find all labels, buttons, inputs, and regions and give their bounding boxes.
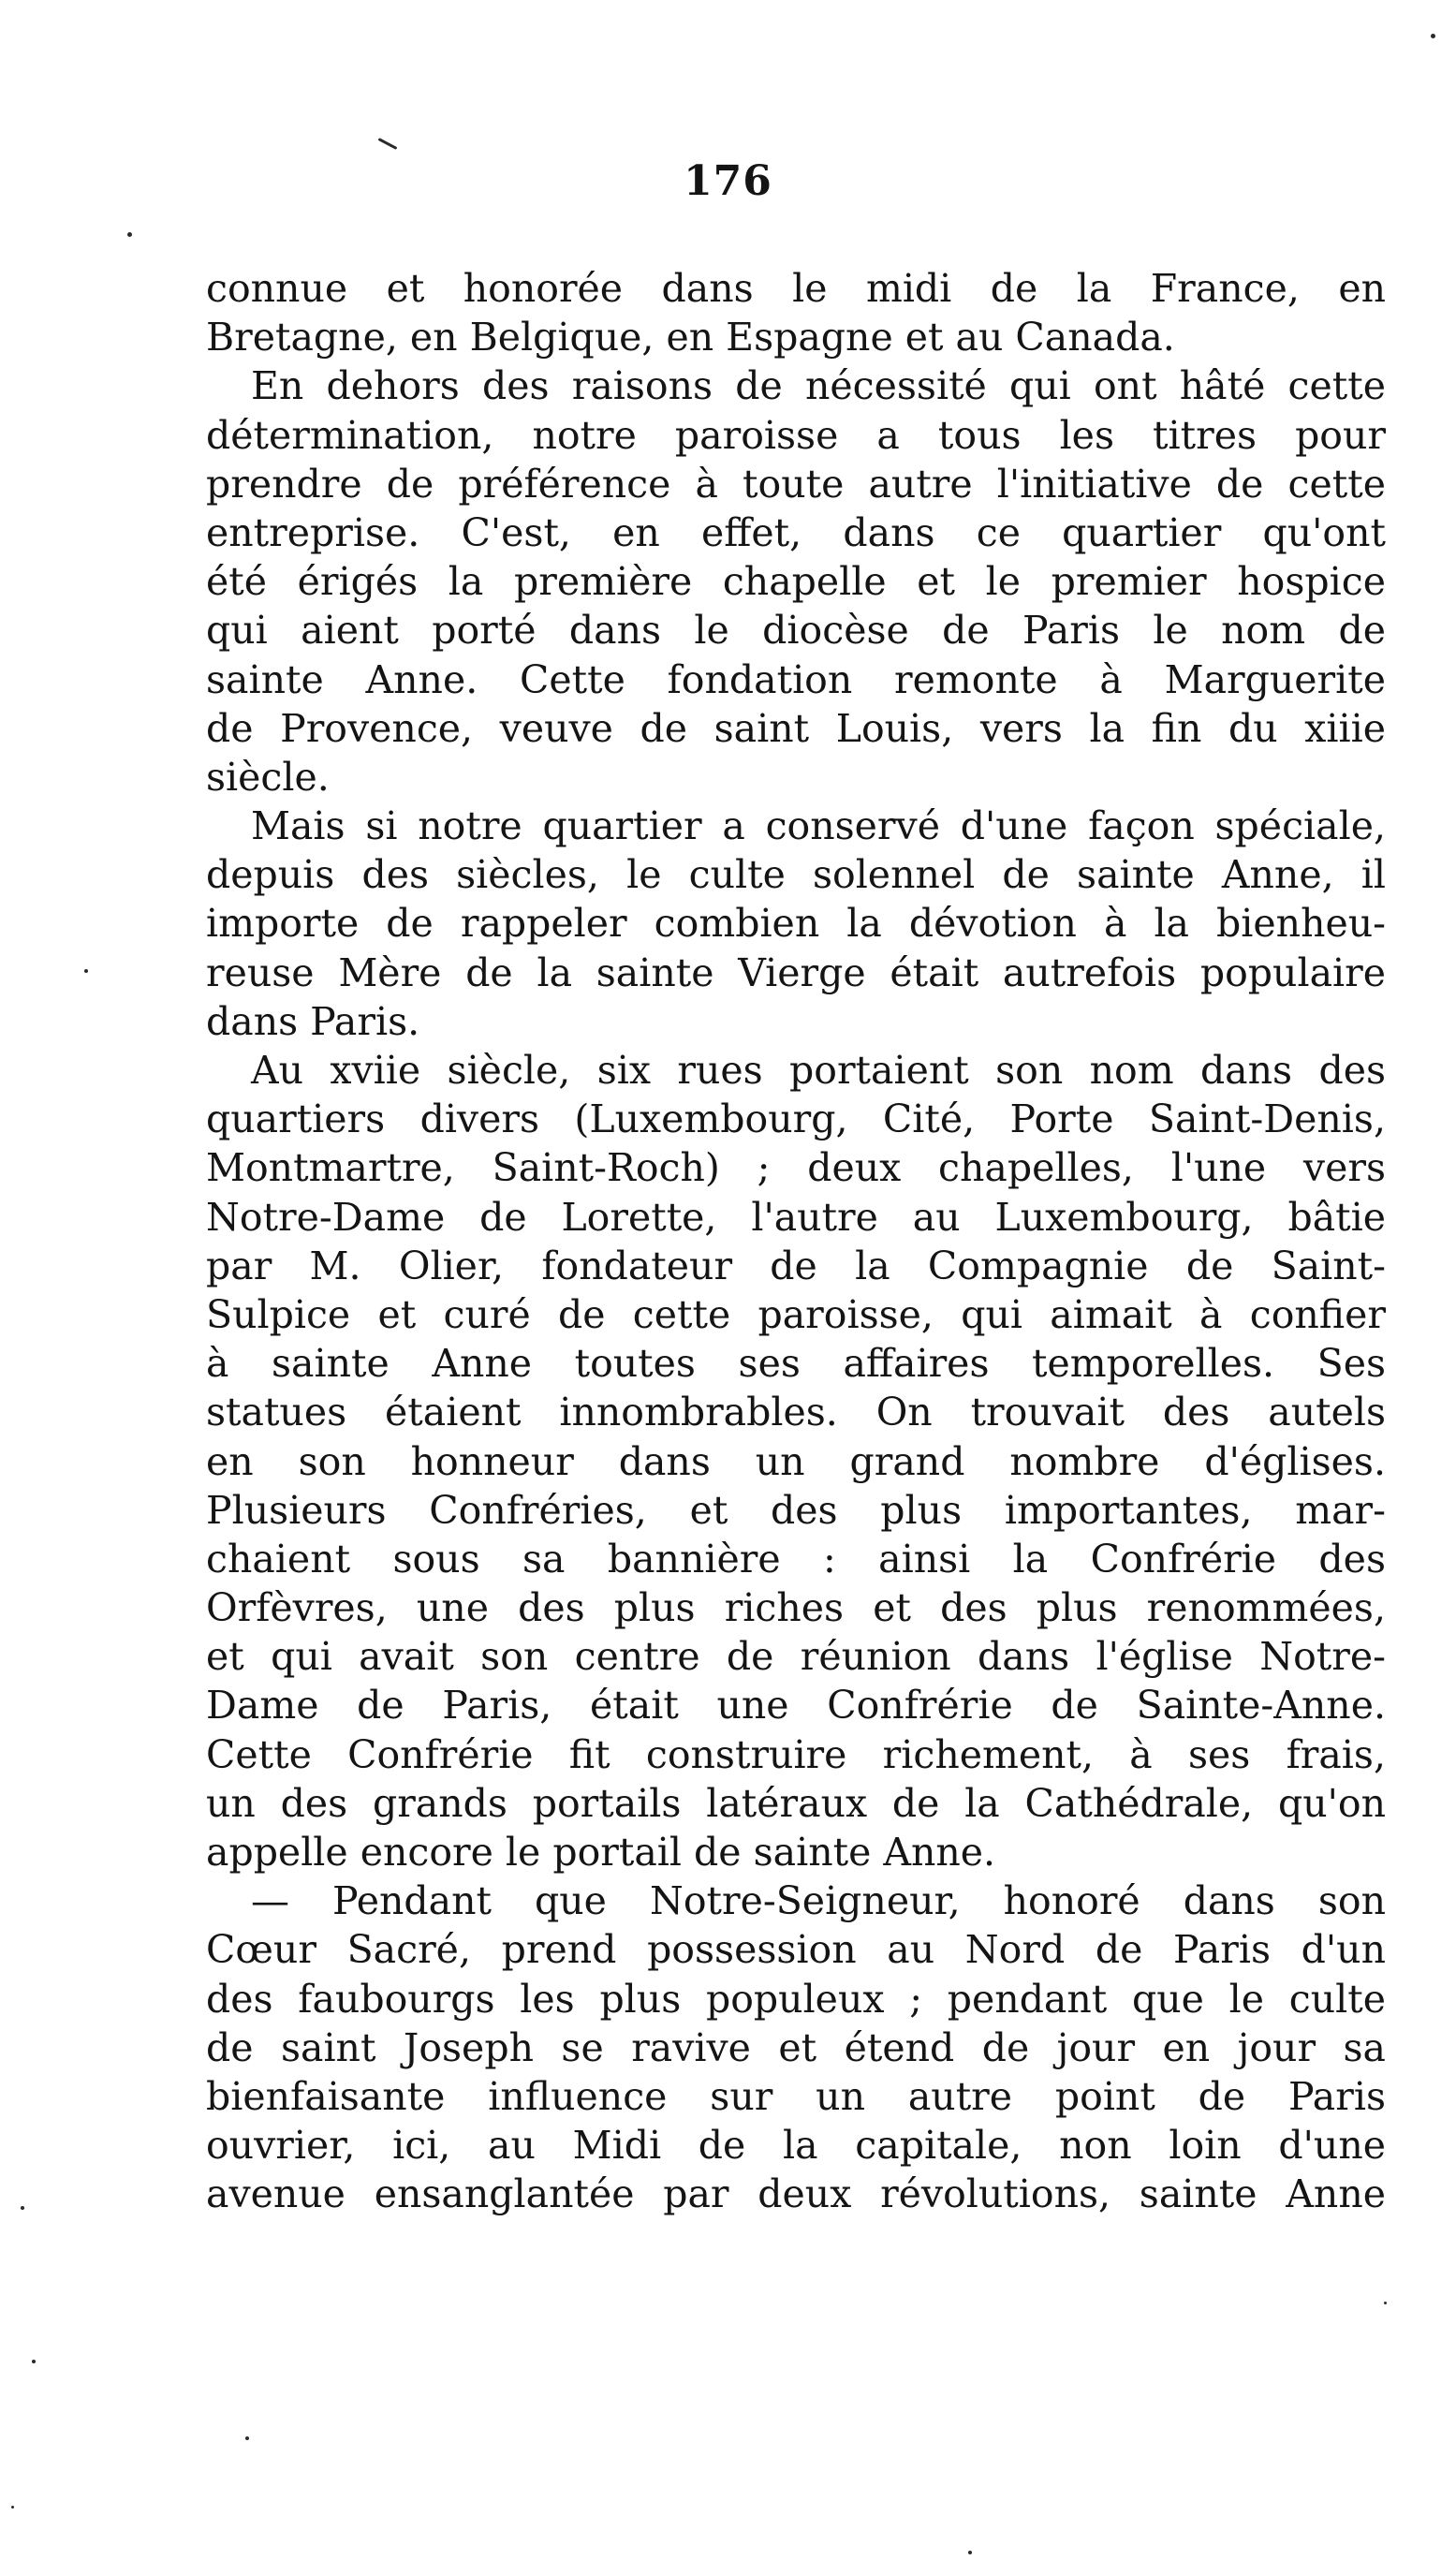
text-line: été érigés la première chapelle et le premier hospice — [206, 559, 1386, 605]
text-line: quartiers divers (Luxembourg, Cité, Porte Saint-Denis, — [206, 1096, 1386, 1142]
scan-speck — [21, 2206, 24, 2210]
text-line: Dame de Paris, était une Confrérie de Sainte-Anne. — [206, 1683, 1386, 1729]
text-line: Cette Confrérie fit construire richement, à ses frais, — [206, 1731, 1386, 1777]
page-number: 176 — [684, 157, 772, 205]
text-line: bienfaisante influence sur un autre point de Paris — [206, 2073, 1386, 2119]
text-line: en son honneur dans un grand nombre d'églises. — [206, 1438, 1386, 1484]
scan-speck — [245, 2436, 249, 2440]
scan-speck — [11, 2506, 14, 2509]
text-line: par M. Olier, fondateur de la Compagnie de Saint- — [206, 1243, 1386, 1288]
text-line: de Provence, veuve de saint Louis, vers la fin du xiiie — [206, 705, 1386, 751]
text-line: avenue ensanglantée par deux révolutions, sainte Anne — [206, 2171, 1386, 2217]
scan-speck — [1431, 34, 1435, 38]
text-line: Au xviie siècle, six rues portaient son nom dans des — [251, 1048, 1386, 1093]
text-line: prendre de préférence à toute autre l'initiative de cette — [206, 461, 1386, 507]
text-line: et qui avait son centre de réunion dans l'église Notre- — [206, 1634, 1386, 1680]
scan-speck — [32, 2360, 36, 2363]
text-line: Montmartre, Saint-Roch) ; deux chapelles, l'une vers — [206, 1145, 1386, 1191]
text-line: reuse Mère de la sainte Vierge était autrefois populaire — [206, 949, 1386, 995]
text-line: En dehors des raisons de nécessité qui ont hâté cette — [251, 363, 1386, 409]
text-line: depuis des siècles, le culte solennel de sainte Anne, il — [206, 852, 1386, 898]
text-line: connue et honorée dans le midi de la France, en — [206, 266, 1386, 311]
text-line: qui aient porté dans le diocèse de Paris le nom de — [206, 608, 1386, 654]
text-line: chaient sous sa bannière : ainsi la Confrérie des — [206, 1536, 1386, 1582]
text-line: un des grands portails latéraux de la Cathédrale, qu'on — [206, 1780, 1386, 1826]
text-line: — Pendant que Notre-Seigneur, honoré dans son — [251, 1878, 1386, 1924]
scan-speck — [968, 2551, 972, 2554]
scan-speck — [1384, 2302, 1387, 2304]
scan-speck — [127, 232, 132, 237]
text-line: statues étaient innombrables. On trouvait des autels — [206, 1390, 1386, 1435]
text-line: entreprise. C'est, en effet, dans ce quartier qu'ont — [206, 509, 1386, 555]
text-line: Sulpice et curé de cette paroisse, qui aimait à confier — [206, 1291, 1386, 1337]
text-line: Plusieurs Confréries, et des plus importantes, mar- — [206, 1487, 1386, 1533]
text-line: appelle encore le portail de sainte Anne. — [206, 1830, 996, 1875]
scan-speck — [84, 969, 88, 973]
text-line: dans Paris. — [206, 998, 420, 1044]
text-line: siècle. — [206, 754, 330, 800]
body-text — [206, 264, 1386, 2219]
text-line: à sainte Anne toutes ses affaires temporelles. Ses — [206, 1341, 1386, 1387]
text-line: Notre-Dame de Lorette, l'autre au Luxembourg, bâtie — [206, 1194, 1386, 1240]
text-line: des faubourgs les plus populeux ; pendant que le culte — [206, 1976, 1386, 2022]
text-line: Bretagne, en Belgique, en Espagne et au Canada. — [206, 315, 1175, 360]
text-line: importe de rappeler combien la dévotion à la bienheu- — [206, 901, 1386, 947]
text-line: ouvrier, ici, au Midi de la capitale, non loin d'une — [206, 2123, 1386, 2169]
scan-speck — [378, 138, 398, 150]
text-line: Cœur Sacré, prend possession au Nord de Paris d'un — [206, 1927, 1386, 1973]
text-line: Orfèvres, une des plus riches et des plus renommées, — [206, 1585, 1386, 1631]
text-line: de saint Joseph se ravive et étend de jour en jour sa — [206, 2024, 1386, 2070]
text-line: sainte Anne. Cette fondation remonte à Marguerite — [206, 656, 1386, 702]
text-line: Mais si notre quartier a conservé d'une façon spéciale, — [251, 803, 1386, 849]
text-line: détermination, notre paroisse a tous les titres pour — [206, 412, 1386, 458]
